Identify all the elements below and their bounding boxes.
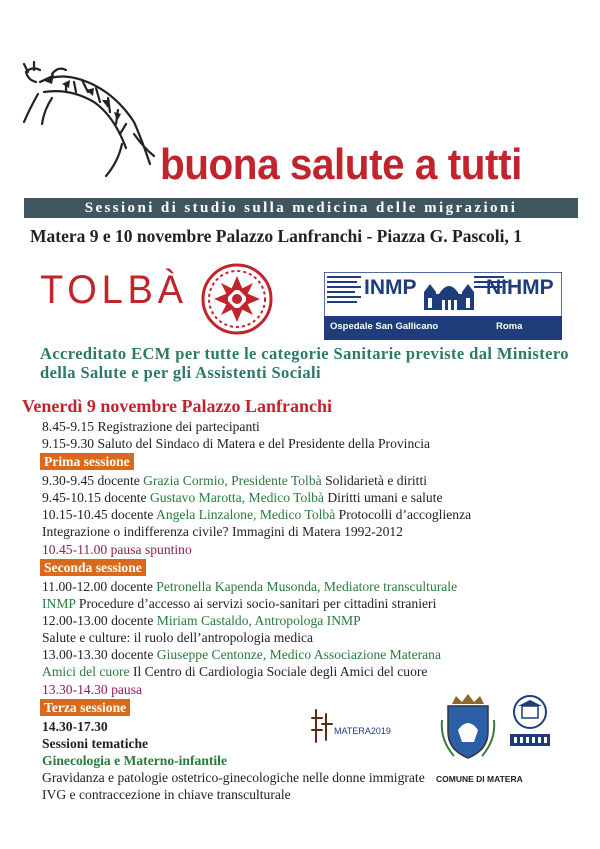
day-title: Venerdì 9 novembre Palazzo Lanfranchi (22, 396, 332, 416)
talk-title: Protocolli d’accoglienza (335, 507, 472, 522)
program-line (42, 472, 427, 489)
talk-title: Diritti umani e salute (323, 490, 443, 505)
program-line: Gravidanza e patologie ostetrico-ginecologiche nelle donne immigrate (42, 770, 425, 785)
session-header: Prima sessione (40, 453, 134, 470)
roma-label: Roma (496, 321, 523, 332)
comune-crest-icon (436, 690, 500, 770)
program-line: 8.45-9.15 Registrazione dei partecipanti (42, 419, 260, 434)
talk-title: Procedure d’accesso ai servizi socio-sanitari per cittadini stranieri (75, 596, 437, 611)
accreditation-text: Accreditato ECM per tutte le categorie Sanitarie previste dal Ministero della Salute e per gli Assistenti Sociali (40, 344, 569, 382)
talk-title: Solidarietà e diritti (321, 473, 427, 488)
time-text: 9.45-10.15 docente (42, 490, 150, 505)
program-line (42, 663, 427, 680)
program-line: Ginecologia e Materno-infantile (42, 753, 227, 768)
talk-title: Il Centro di Cardiologia Sociale degli Amici del cuore (129, 664, 428, 679)
program-line (42, 506, 471, 523)
venue-line: Matera 9 e 10 novembre Palazzo Lanfranchi - Piazza G. Pascoli, 1 (30, 226, 522, 246)
speaker-name: Angela Linzalone, Medico Tolbà (156, 507, 336, 522)
time-text: 13.00-13.30 docente (42, 647, 157, 662)
inmp-sublabel: Ospedale San Gallicano (330, 321, 439, 332)
org-name: Amici del cuore (42, 664, 130, 679)
time-text: 12.00-13.00 docente (42, 613, 157, 628)
event-title: buona salute a tutti (160, 140, 522, 189)
program-line: 14.30-17.30 (42, 719, 108, 734)
session-header: Terza sessione (40, 699, 130, 716)
pause-line: 10.45-11.00 pausa spuntino (42, 542, 192, 557)
inmp-label: INMP (364, 276, 417, 299)
program-line (42, 489, 443, 506)
session-header: Seconda sessione (40, 559, 146, 576)
rosette-icon (200, 262, 274, 336)
speaker-name: Miriam Castaldo, Antropologa INMP (156, 613, 361, 628)
matera2019-label: MATERA2019 (334, 726, 391, 736)
speaker-name: Giuseppe Centonze, Medico Associazione Materana (156, 647, 442, 662)
org-name: INMP (42, 596, 76, 611)
program-line: 9.15-9.30 Saluto del Sindaco di Matera e del Presidente della Provincia (42, 436, 431, 451)
speaker-name: Petronella Kapenda Musonda, Mediatore transculturale (156, 579, 458, 594)
tolba-logo: TOLBÀ (40, 268, 188, 312)
speaker-name: Gustavo Marotta, Medico Tolbà (149, 490, 324, 505)
subtitle-bar: Sessioni di studio sulla medicina delle migrazioni (24, 198, 578, 218)
program-line (42, 595, 436, 612)
program-line (42, 612, 361, 629)
program-line: IVG e contraccezione in chiave transculturale (42, 787, 291, 802)
time-text: 9.30-9.45 docente (42, 473, 144, 488)
program-line (42, 646, 441, 663)
program-line: Integrazione o indifferenza civile? Immagini di Matera 1992-2012 (42, 524, 403, 539)
program-line (42, 578, 457, 595)
speaker-name: Grazia Cormio, Presidente Tolbà (143, 473, 322, 488)
program-line: Salute e culture: il ruolo dell’antropologia medica (42, 630, 314, 645)
nihmp-label: NIHMP (486, 276, 554, 299)
time-text: 10.15-10.45 docente (42, 507, 157, 522)
tiger-illustration (22, 52, 162, 182)
unesco-icon (504, 692, 556, 752)
comune-label: COMUNE DI MATERA (436, 774, 523, 784)
program-line: Sessioni tematiche (42, 736, 149, 751)
pause-line: 13.30-14.30 pausa (42, 682, 143, 697)
time-text: 11.00-12.00 docente (42, 579, 157, 594)
